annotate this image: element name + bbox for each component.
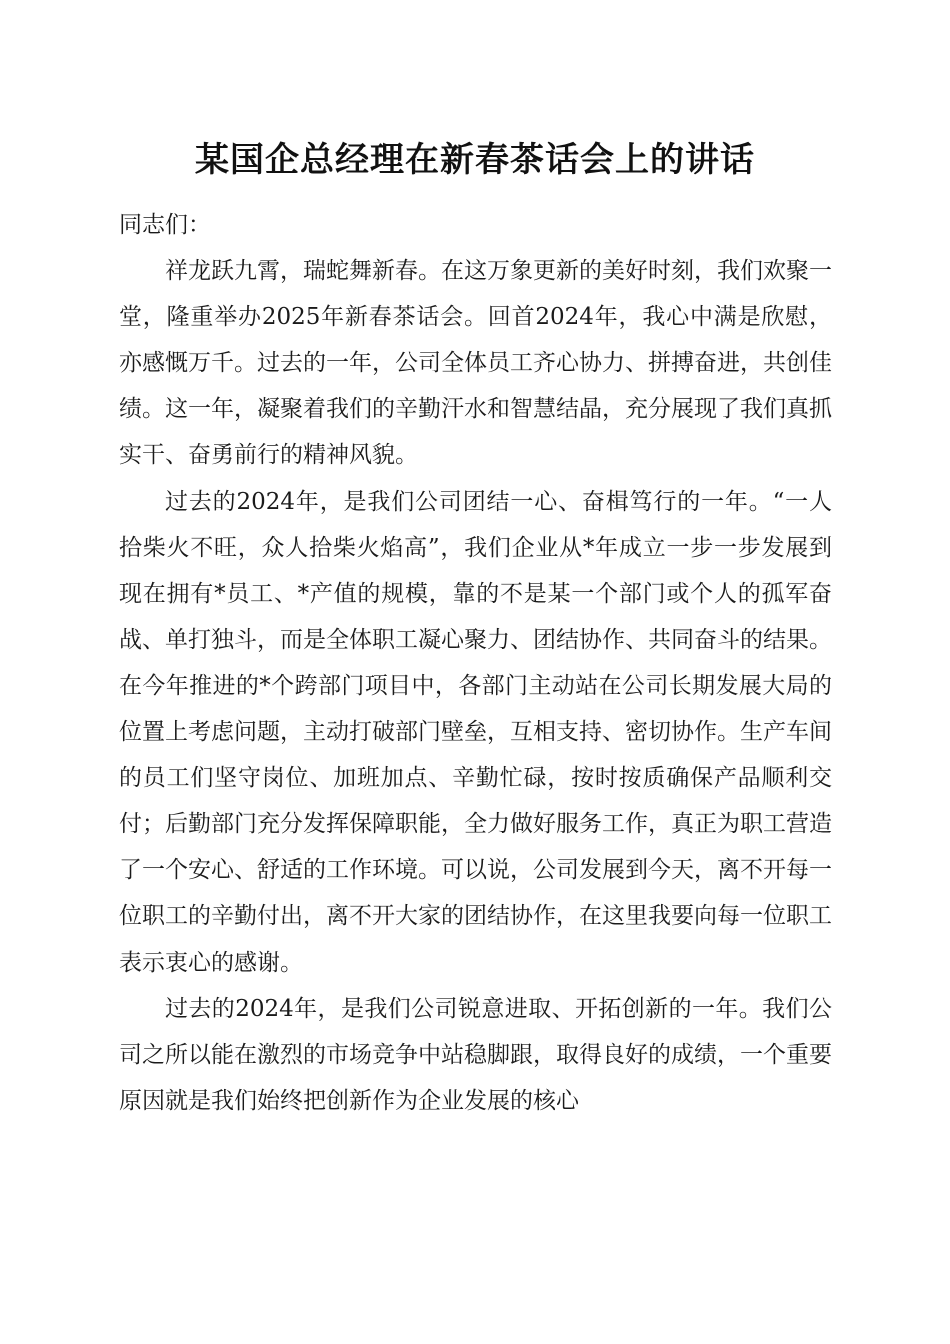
- paragraph-1: 祥龙跃九霄，瑞蛇舞新春。在这万象更新的美好时刻，我们欢聚一堂，隆重举办2025年新春茶话会。回首2024年，我心中满是欣慰，亦感慨万千。过去的一年，公司全体员工齐心协力、拼搏奋进，共创佳绩。这一年，凝聚着我们的辛勤汗水和智慧结晶，充分展现了我们真抓实干、奋勇前行的精神风貌。: [119, 258, 832, 469]
- paragraph-2: 过去的2024年，是我们公司团结一心、奋楫笃行的一年。“一人拾柴火不旺，众人拾柴火焰高”，我们企业从*年成立一步一步发展到现在拥有*员工、*产值的规模，靠的不是某一个部门或个人的孤军奋战、单打独斗，而是全体职工凝心聚力、团结协作、共同奋斗的结果。在今年推进的*个跨部门项目中，各部门主动站在公司长期发展大局的位置上考虑问题，主动打破部门壁垒，互相支持、密切协作。生产车间的员工们坚守岗位、加班加点、辛勤忙碌，按时按质确保产品顺利交付；后勤部门充分发挥保障职能，全力做好服务工作，真正为职工营造了一个安心、舒适的工作环境。可以说，公司发展到今天，离不开每一位职工的辛勤付出，离不开大家的团结协作，在这里我要向每一位职工表示衷心的感谢。: [119, 488, 832, 976]
- document-title: 某国企总经理在新春茶话会上的讲话: [195, 140, 755, 180]
- salutation: 同志们：: [119, 212, 211, 238]
- document-body: [119, 202, 832, 1124]
- paragraph-3: 过去的2024年，是我们公司锐意进取、开拓创新的一年。我们公司之所以能在激烈的市场竞争中站稳脚跟，取得良好的成绩，一个重要原因就是我们始终把创新作为企业发展的核心: [119, 995, 832, 1114]
